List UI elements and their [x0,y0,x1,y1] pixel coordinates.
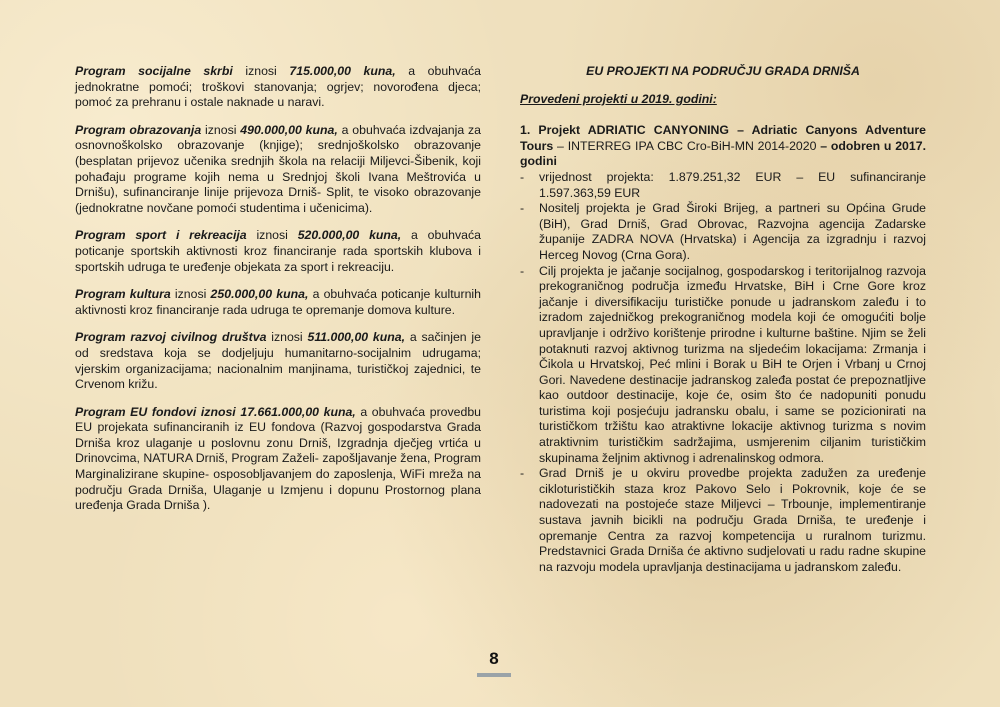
list-item-text: Nositelj projekta je Grad Široki Brijeg, a partneri su Općina Grude (BiH), Grad Drniš, Grad Obrovac, Razvojna agencija Zadarske županije ZADRA NOVA (Hrvatska) i Agencija za izgradnju i razvoj Herceg Novog (Crna Gora). [539,201,926,262]
section-heading: EU PROJEKTI NA PODRUČJU GRADA DRNIŠA [586,64,860,78]
list-item-text: Cilj projekta je jačanje socijalnog, gospodarskog i teritorijalnog razvoja prekograničnog područja između Hrvatske, BiH i Crne Gore kroz jačanje i diversifikaciju turističke ponude u jadranskom zaleđu i to izradom zajedničkog prekograničnog modela koji će omogućiti bolje upravljanje i održivo korištenje prirodne i kulturne baštine. Njim se želi potaknuti razvoj aktivnog turizma na sljedećim lokacijama: Zrmanja i Čikola u Hrvatskoj, Peć mlini i Borak u BiH te Orjen i Vrbanj u Crnoj Gori. Navedene destinacije jadranskog zaleđa postat će prepoznatljive kao outdoor destinacije, koje će, osim što će nadopuniti ponudu turistima koji posjećuju jadransku obalu, i same se pozicionirati na turističkom tržištu kao atraktivne lokacije aktivnog turizma s novim atraktivnim turističkim sadržajima, usmjerenim ciljanim turističkim skupinama željnim aktivnog i adrenalinskog odmora. [539,263,926,465]
project-title-bold: 1. Projekt ADRIATIC CANYONING – Adriatic Canyons Adventure Tours [520,123,926,153]
dash-bullet: - [520,201,525,216]
program-amount: 715.000,00 kuna, [289,64,396,78]
paragraph-text: a sačinjen je od sredstava koja se dodjeljuju humanitarno-socijalnim udrugama; vjerskim organizacijama; nacionalnim manjinama, turističkoj zajednici, te Crvenom križu. [75,330,481,392]
paragraph-education [75,123,481,217]
program-name: Program obrazovanja [75,122,202,137]
paragraph-text: iznosi [232,64,290,78]
program-amount: 490.000,00 kuna, [240,122,338,137]
paragraph-culture [75,287,481,318]
project-details-list [520,170,926,575]
program-amount: 250.000,00 kuna, [210,287,309,302]
dash-bullet: - [520,169,525,184]
paragraph-civil-society [75,330,481,392]
program-amount: 520.000,00 kuna, [297,228,402,243]
paragraph-text: a obuhvaća provedbu EU projekata sufinanciranih iz EU fondova (Razvoj gospodarstva Grada Drniša kroz ulaganje u poslovnu zonu Drniš, Izgradnja dječjeg vrtića u Drinovcima, NATURA Drniš, Program Zaželi- zapošljavanje žena, Program Marginalizirane skupine- osposobljavanjem do zaposlenja, WiFi mreža na području Grada Drniša, Ulaganje u Izmjenu i dopunu Prostornog plana uređenja Grada Drniša ). [75,404,482,513]
project-title-program: – INTERREG IPA CBC Cro-BiH-MN 2014-2020 [553,138,821,153]
section-subheading: Provedeni projekti u 2019. godini: [520,91,717,106]
page-number: 8 [489,649,499,668]
program-name: Program sport i rekreacija [75,228,247,243]
program-amount: 511.000,00 kuna, [307,330,406,345]
list-item [520,201,926,263]
right-column [520,64,926,575]
list-item [520,264,926,467]
program-name: Program socijalne skrbi [75,64,233,78]
program-name: Program EU fondovi iznosi [75,404,236,419]
dash-bullet: - [520,466,525,481]
project-title [520,123,926,170]
list-item-text: vrijednost projekta: 1.879.251,32 EUR – EU sufinanciranje 1.597.363,59 EUR [539,169,926,200]
list-item-text: Grad Drniš je u okviru provedbe projekta zadužen za uređenje cikloturističkih staza kroz Pakovo Selo i Pokrovnik, koje će se nadovezati na postojeće staze Miljevci – Trbounje, implementiranje sustava javnih bicikli na području Grada Drniša, te uređenje i opremanje Centra za razvoj kompetencija u ruralnom turizmu. Predstavnici Grada Drniša će aktivno sudjelovati u radu radne skupine na razvoju modela upravljanja destinacijama u jadranskom zaleđu. [539,466,926,574]
paragraph-eu-funds [75,405,481,514]
dash-bullet: - [520,263,525,278]
list-item [520,466,926,575]
left-column [75,64,481,526]
paragraph-text: iznosi [201,122,241,137]
paragraph-text: a obuhvaća poticanje sportskih aktivnosti kroz financiranje rada sportskih klubova i sportskih udruga te uređenje objekata za sport i rekreaciju. [75,228,481,274]
paragraph-sport [75,228,481,275]
paragraph-text: iznosi [170,287,211,302]
paragraph-social-welfare [75,64,481,111]
paragraph-text: iznosi [246,228,298,243]
program-amount: 17.661.000,00 kuna, [240,404,356,419]
program-name: Program razvoj civilnog društva [75,330,267,345]
paragraph-text: a obuhvaća poticanje kulturnih aktivnosti kroz financiranje rada udruga te opremanje domova kulture. [75,287,481,317]
list-item [520,170,926,201]
paragraph-text: a obuhvaća jednokratne pomoći; troškovi stanovanja; ogrjev; novorođena djeca; pomoć za prehranu i ostale naknade u naravi. [75,64,481,110]
paragraph-text: a obuhvaća izdvajanja za osnovnoškolsko obrazovanje (knjige); srednjoškolsko obrazovanje (besplatan prijevoz učenika srednjih škola na relaciji Miljevci-Šibenik, koji pohađaju programe kojih nema u Srednjoj školi Ivana Meštrovića u Drnišu), sufinanciranje linije prijevoza Drniš- Split, te visoko obrazovanje (jednokratne novčane pomoći studentima i učenicima). [75,122,481,215]
project-title-approval: – odobren u 2017. godini [520,138,926,169]
page-number-underline [477,673,511,677]
paragraph-text: iznosi [266,330,308,345]
program-name: Program kultura [75,287,171,302]
